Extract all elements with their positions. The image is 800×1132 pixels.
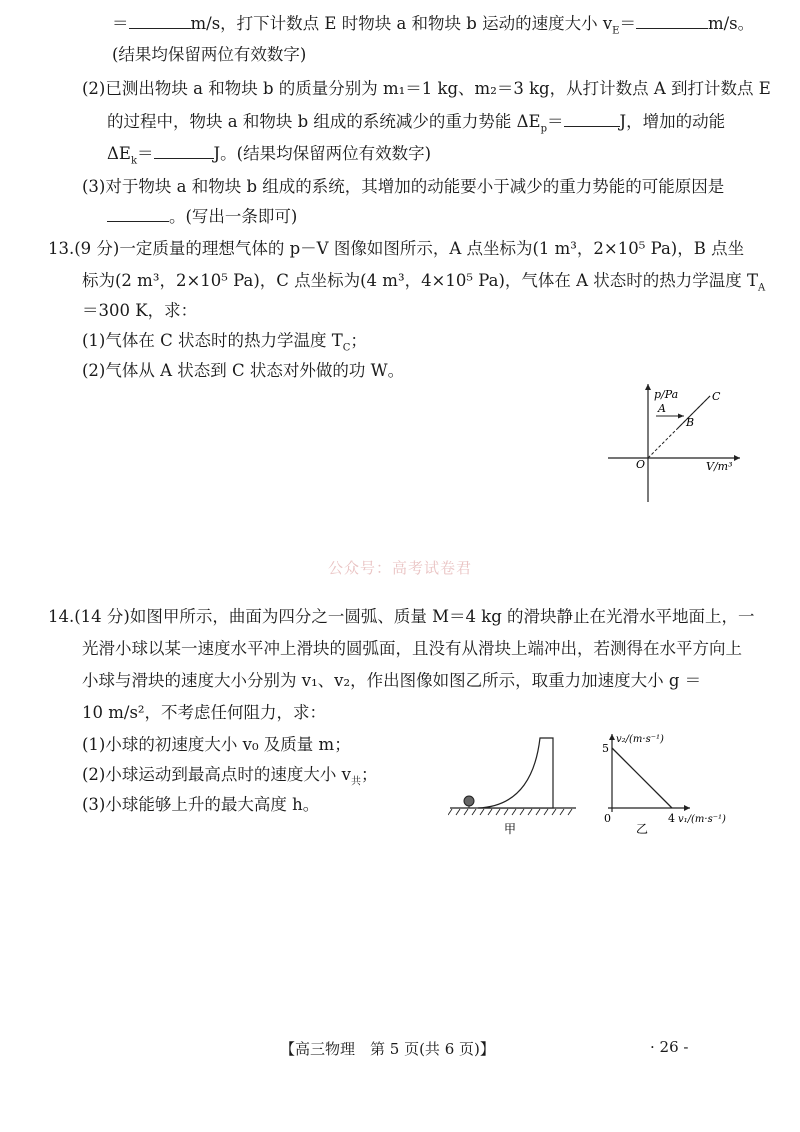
- q12-part2-line1: (2)已测出物块 a 和物块 b 的质量分别为 m₁＝1 kg、m₂＝3 kg，从打计数点 A 到打计数点 E: [82, 79, 771, 98]
- q14-line-2: 光滑小球以某一速度水平冲上滑块的圆弧面，且没有从滑块上端冲出，若测得在水平方向上: [82, 639, 742, 658]
- point-b-label: B: [686, 416, 695, 429]
- q12-line-1: ＝ m/s，打下计数点 E 时物块 a 和物块 b 运动的速度大小 $v_E= m/s$。: [112, 14, 755, 37]
- point-c-label: C: [712, 390, 721, 403]
- v2-axis-label: v₂/(m·s⁻¹): [616, 734, 664, 745]
- q12-part2-line3: $\Delta E_k= J$。(结果均保留两位有效数字): [107, 144, 432, 167]
- page-number: · 26 -: [650, 1038, 689, 1056]
- q13-line-3: ＝300 K，求：: [82, 301, 198, 320]
- q12-part3-line2: 。(写出一条即可): [107, 205, 297, 228]
- answer-blank[interactable]: [154, 142, 214, 159]
- v1-axis-label: v₁/(m·s⁻¹): [678, 814, 726, 825]
- q14-line-1: 14.(14 分)如图甲所示，曲面为四分之一圆弧、质量 M＝4 kg 的滑块静止在光滑水平地面上，一: [48, 607, 755, 626]
- figure-yi-graph: [598, 730, 748, 840]
- q14-sub-2: (2)小球运动到最高点时的速度大小 $v_共$；: [82, 765, 378, 788]
- q13-line-2: 标为(2 m³，2×10⁵ Pa)，C 点坐标为(4 m³，4×10⁵ Pa)，气体在 A 状态时的热力学温度 $T_A$: [82, 271, 766, 294]
- x-tick-4: 4: [668, 812, 675, 825]
- answer-blank[interactable]: [636, 12, 708, 29]
- pv-graph: [598, 378, 748, 508]
- figure-yi-label: 乙: [636, 822, 649, 836]
- q14-line-3: 小球与滑块的速度大小分别为 v₁、v₂，作出图像如图乙所示，取重力加速度大小 g ＝: [82, 671, 702, 690]
- answer-blank[interactable]: [107, 205, 169, 222]
- v2-v1-line: [612, 748, 672, 808]
- v-axis-label: V/m³: [706, 460, 733, 473]
- q14-sub-1: (1)小球的初速度大小 v₀ 及质量 m；: [82, 735, 351, 754]
- q13-sub-1: (1)气体在 C 状态时的热力学温度 $T_C$；: [82, 331, 367, 354]
- y-tick-5: 5: [602, 742, 609, 755]
- answer-blank[interactable]: [564, 110, 620, 127]
- q14-sub-3: (3)小球能够上升的最大高度 h。: [82, 795, 320, 814]
- q13-sub-2: (2)气体从 A 状态到 C 状态对外做的功 W。: [82, 361, 405, 380]
- figure-jia-label: 甲: [504, 822, 517, 836]
- point-a-label: A: [658, 402, 666, 415]
- watermark: 公众号：高考试卷君: [327, 559, 472, 577]
- q12-part3-line1: (3)对于物块 a 和物块 b 组成的系统，其增加的动能要小于减少的重力势能的可能原因是: [82, 177, 725, 196]
- small-ball: [464, 796, 474, 806]
- slider-block: [478, 738, 553, 808]
- figure-jia: [448, 730, 578, 840]
- q14-line-4: 10 m/s²，不考虑任何阻力，求：: [82, 703, 327, 722]
- q13-line-1: 13.(9 分)一定质量的理想气体的 p－V 图像如图所示，A 点坐标为(1 m³，2×10⁵ Pa)，B 点坐: [48, 239, 745, 258]
- origin-label: O: [636, 458, 646, 471]
- footer-title: 【高三物理 第 5 页(共 6 页)】: [280, 1040, 495, 1058]
- q12-note: (结果均保留两位有效数字): [112, 45, 307, 64]
- origin-zero: 0: [604, 812, 611, 825]
- answer-blank[interactable]: [129, 12, 191, 29]
- p-axis-label: p/Pa: [654, 388, 679, 401]
- q12-part2-line2: 的过程中，物块 a 和物块 b 组成的系统减少的重力势能 $\Delta E_p= J$，增加的动能: [107, 112, 726, 135]
